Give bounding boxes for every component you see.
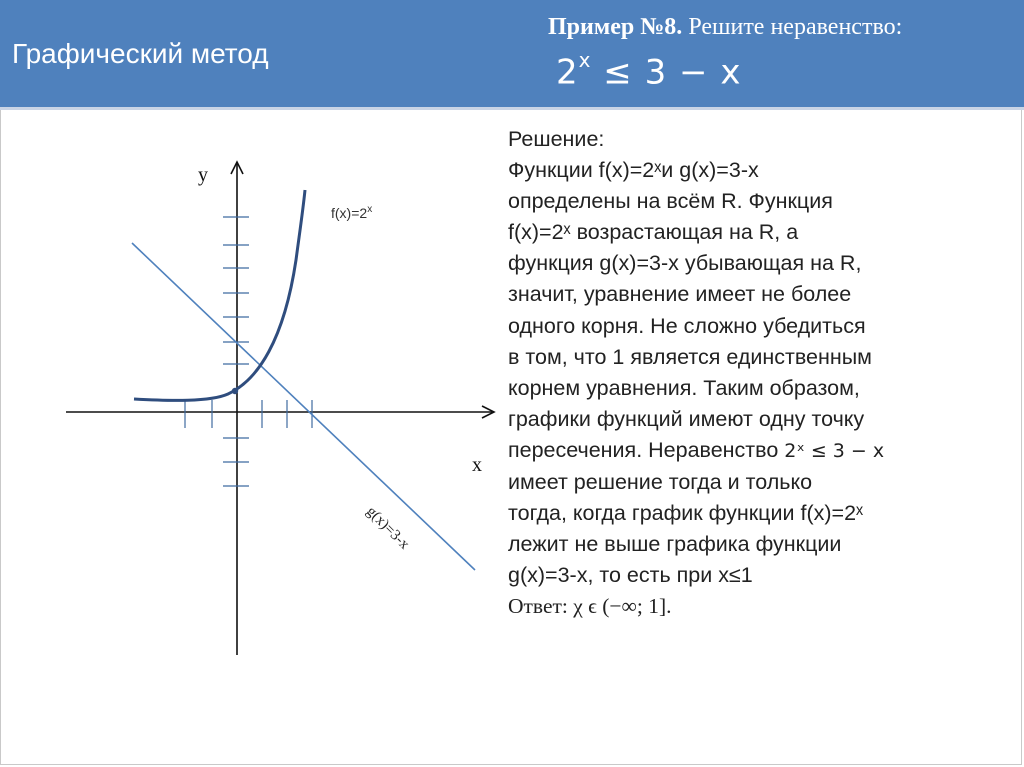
f-intercept-point xyxy=(232,388,238,394)
solution-line: f(x)=2ˣ возрастающая на R, а xyxy=(508,220,799,245)
solution-line-text: пересечения. Неравенство xyxy=(508,437,785,462)
inequality-rest: ≤ 3 − x xyxy=(591,52,742,93)
solution-line: корнем уравнения. Таким образом, xyxy=(508,375,860,400)
x-ticks xyxy=(185,400,312,428)
function-graph xyxy=(0,110,500,660)
solution-line: графики функций имеют одну точку xyxy=(508,406,865,431)
solution-line: имеет решение тогда и только xyxy=(508,470,813,495)
y-axis-label: y xyxy=(198,164,208,186)
f-label-base: f(x)=2 xyxy=(331,205,368,221)
g-label: g(x)=3-x xyxy=(363,503,413,553)
solution-line: Функции f(x)=2ˣи g(x)=3-x xyxy=(508,158,759,183)
solution-line: в том, что 1 является единственным xyxy=(508,344,872,369)
f-label xyxy=(331,204,372,221)
solution-line: функция g(x)=3-x убывающая на R, xyxy=(508,251,862,276)
solution-line-with-inequality xyxy=(508,435,1008,467)
solution-line: g(x)=3-x, то есть при x≤1 xyxy=(508,563,753,588)
example-title xyxy=(548,14,902,41)
solution-line: определены на всём R. Функция xyxy=(508,189,833,214)
inequality-base: 2 xyxy=(556,52,579,93)
slide-title: Графический метод xyxy=(12,38,269,69)
solution-line: тогда, когда график функции f(x)=2ˣ xyxy=(508,501,864,526)
inline-inequality: 2ˣ ≤ 3 − x xyxy=(784,439,885,462)
header-band xyxy=(0,0,1024,110)
solution-text xyxy=(508,124,1008,623)
f-label-exponent: x xyxy=(367,204,373,215)
f-curve xyxy=(134,190,305,400)
g-line xyxy=(132,243,475,570)
example-task: Решите неравенство: xyxy=(682,14,903,40)
solution-line: значит, уравнение имеет не более xyxy=(508,282,852,307)
example-number: Пример №8. xyxy=(548,14,683,40)
solution-line: одного корня. Не сложно убедиться xyxy=(508,313,866,338)
inequality-heading xyxy=(556,48,742,93)
x-axis-label: x xyxy=(472,454,482,476)
solution-line: лежит не выше графика функции xyxy=(508,532,842,557)
solution-line: Решение: xyxy=(508,127,605,151)
answer-line: Ответ: χ ϵ (−∞; 1]. xyxy=(508,594,672,619)
inequality-exponent: x xyxy=(578,48,592,72)
